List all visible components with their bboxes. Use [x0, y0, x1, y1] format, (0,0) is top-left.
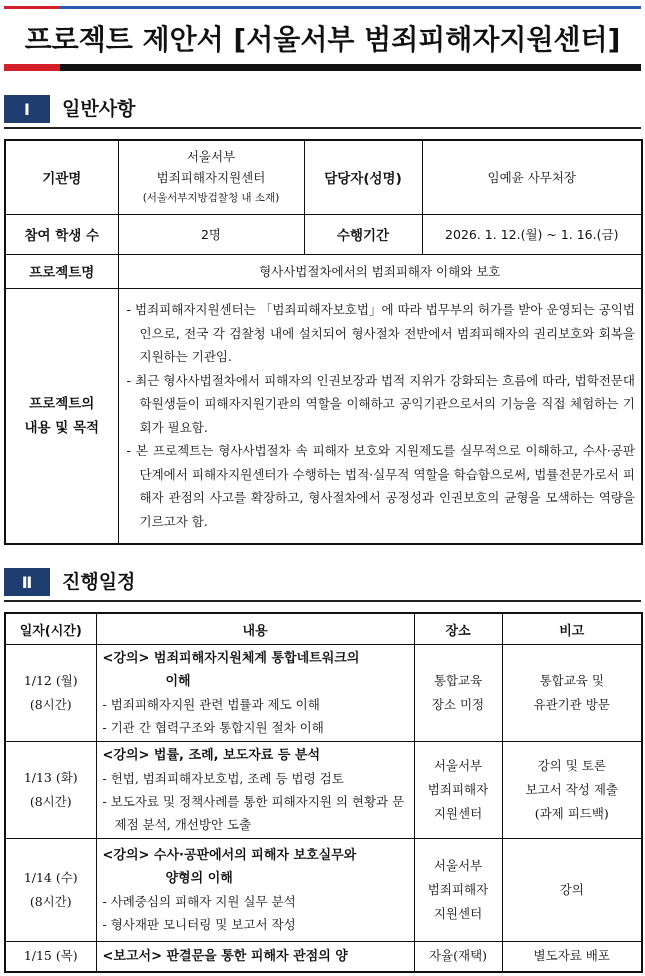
org-line-2: 범죄피해자지원센터	[156, 169, 266, 185]
note-line: 유관기관 방문	[533, 697, 610, 712]
place-line: 서울서부	[433, 858, 483, 873]
period-label: 수행기간	[304, 214, 422, 254]
note-line: 별도자료 배포	[533, 948, 610, 964]
lecture-title: <강의> 법률, 조례, 보도자료 등 분석	[102, 748, 321, 763]
schedule-place	[414, 645, 502, 742]
table-row	[5, 254, 642, 288]
table-row	[5, 140, 642, 214]
place-line: 서울서부	[433, 758, 483, 773]
note-line: 보고서 작성 제출	[525, 782, 618, 797]
place-line: 장소 미정	[431, 697, 485, 712]
place-line: 자율(재택)	[428, 948, 488, 964]
org-value	[118, 140, 304, 214]
schedule-header-row	[5, 613, 642, 645]
schedule-date	[5, 942, 96, 972]
report-title: <보고서> 판결문을 통한 피해자 관점의 양	[102, 948, 348, 964]
org-note: (서울서부지방검찰청 내 소재)	[142, 191, 280, 204]
note-line: 통합교육 및	[539, 673, 604, 688]
header-place: 장소	[414, 613, 502, 645]
schedule-content	[96, 645, 414, 742]
date-text: 1/15 (목)	[23, 948, 78, 964]
lecture-title-cont: 이해	[165, 674, 191, 689]
note-line: 강의 및 토론	[537, 758, 606, 773]
section-title: 진행일정	[62, 571, 136, 593]
top-bar-red	[4, 6, 60, 9]
date-text: 1/13 (화)	[23, 770, 78, 785]
lecture-title: <강의> 범죄피해자지원체계 통합네트워크의	[102, 651, 360, 666]
schedule-place	[414, 742, 502, 839]
table-row	[5, 942, 642, 972]
period-value: 2026. 1. 12.(월) ~ 1. 16.(금)	[422, 214, 642, 254]
lecture-title: <강의> 수사·공판에서의 피해자 보호실무와	[102, 848, 357, 863]
table-row	[5, 288, 642, 544]
schedule-note	[502, 742, 642, 839]
header-note: 비고	[502, 613, 642, 645]
purpose-item: - 범죄피해자지원센터는 「범죄피해자보호법」에 따라 법무부의 허가를 받아 운영되는 공익법인으로, 전국 각 검찰청 내에 설치되어 형사절차 전반에서 범죄피해자의 권리보호와 회복을 지원하는 기관임.	[126, 302, 635, 365]
purpose-label-line-2: 내용 및 목적	[24, 419, 100, 436]
manager-value: 임예윤 사무처장	[422, 140, 642, 214]
table-row	[5, 839, 642, 942]
org-label: 기관명	[5, 140, 118, 214]
hours-text: (8시간)	[29, 894, 72, 909]
schedule-date	[5, 645, 96, 742]
document-title: 프로젝트 제안서 [서울서부 범죄피해자지원센터]	[24, 23, 621, 56]
header-content: 내용	[96, 613, 414, 645]
schedule-note	[502, 839, 642, 942]
purpose-label	[5, 288, 118, 544]
project-label: 프로젝트명	[5, 254, 118, 288]
place-line: 통합교육	[433, 673, 483, 688]
schedule-date	[5, 742, 96, 839]
table-row	[5, 742, 642, 839]
place-line: 범죄피해자	[427, 782, 489, 797]
section-rule	[4, 600, 641, 602]
project-value: 형사사법절차에서의 범죄피해자 이해와 보호	[118, 254, 642, 288]
place-line: 지원센터	[433, 906, 483, 921]
schedule-note	[502, 645, 642, 742]
students-value: 2명	[118, 214, 304, 254]
purpose-description	[118, 288, 642, 544]
section-number-box: Ⅱ	[4, 568, 50, 596]
lecture-detail: - 형사재판 모니터링 및 보고서 작성	[102, 917, 296, 932]
place-line: 지원센터	[433, 806, 483, 821]
lecture-detail: - 보도자료 및 정책사례를 통한 피해자지원 의 현황과 문제점 분석, 개선방안 도출	[102, 794, 405, 832]
lecture-detail: - 헌법, 범죄피해자보호법, 조례 등 법령 검토	[102, 771, 344, 786]
title-underline	[4, 64, 641, 71]
purpose-item: - 최근 형사사법절차에서 피해자의 인권보장과 법적 지위가 강화되는 흐름에 따라, 법학전문대학원생들이 피해자지원기관의 역할을 이해하고 공익기관으로서의 기능을 직접 체험하는 기회가 필요함.	[126, 372, 635, 435]
purpose-item: - 본 프로젝트는 형사사법절차 속 피해자 보호와 지원제도를 실무적으로 이해하고, 수사·공판단계에서 피해자지원센터가 수행하는 법적·실무적 역할을 학습함으로써, 법률전문가로서 피해자 관점의 사고를 확장하고, 형사절차에서 공정성과 인권보호의 균형을 모색하는 역량을 기르고자 함.	[126, 443, 635, 529]
schedule-note	[502, 942, 642, 972]
lecture-detail: - 기관 간 협력구조와 통합지원 절차 이해	[102, 720, 324, 735]
schedule-table	[4, 612, 643, 973]
note-line: (과제 피드백)	[534, 806, 609, 821]
top-bar-blue	[60, 6, 641, 9]
section-title: 일반사항	[62, 98, 136, 120]
underline-black	[60, 64, 641, 71]
header-date: 일자(시간)	[5, 613, 96, 645]
schedule-content	[96, 742, 414, 839]
schedule-place	[414, 942, 502, 972]
manager-label: 담당자(성명)	[304, 140, 422, 214]
schedule-content	[96, 839, 414, 942]
place-line: 범죄피해자	[427, 882, 489, 897]
note-line: 강의	[559, 882, 584, 897]
section-number-box: Ⅰ	[4, 95, 50, 123]
students-label: 참여 학생 수	[5, 214, 118, 254]
underline-red	[4, 64, 60, 71]
org-line-1: 서울서부	[186, 148, 236, 164]
schedule-place	[414, 839, 502, 942]
lecture-title-cont: 양형의 이해	[165, 871, 233, 886]
purpose-label-line-1: 프로젝트의	[29, 395, 95, 412]
hours-text: (8시간)	[29, 794, 72, 809]
section-rule	[4, 127, 641, 129]
table-row	[5, 214, 642, 254]
schedule-date	[5, 839, 96, 942]
top-accent-bar	[4, 6, 641, 9]
date-text: 1/14 (수)	[23, 870, 78, 885]
hours-text: (8시간)	[29, 697, 72, 712]
lecture-detail: - 사례중심의 피해자 지원 실무 분석	[102, 894, 296, 909]
date-text: 1/12 (월)	[23, 673, 78, 688]
table-row	[5, 645, 642, 742]
general-info-table	[4, 139, 643, 545]
schedule-content	[96, 942, 414, 972]
lecture-detail: - 범죄피해자지원 관련 법률과 제도 이해	[102, 697, 320, 712]
